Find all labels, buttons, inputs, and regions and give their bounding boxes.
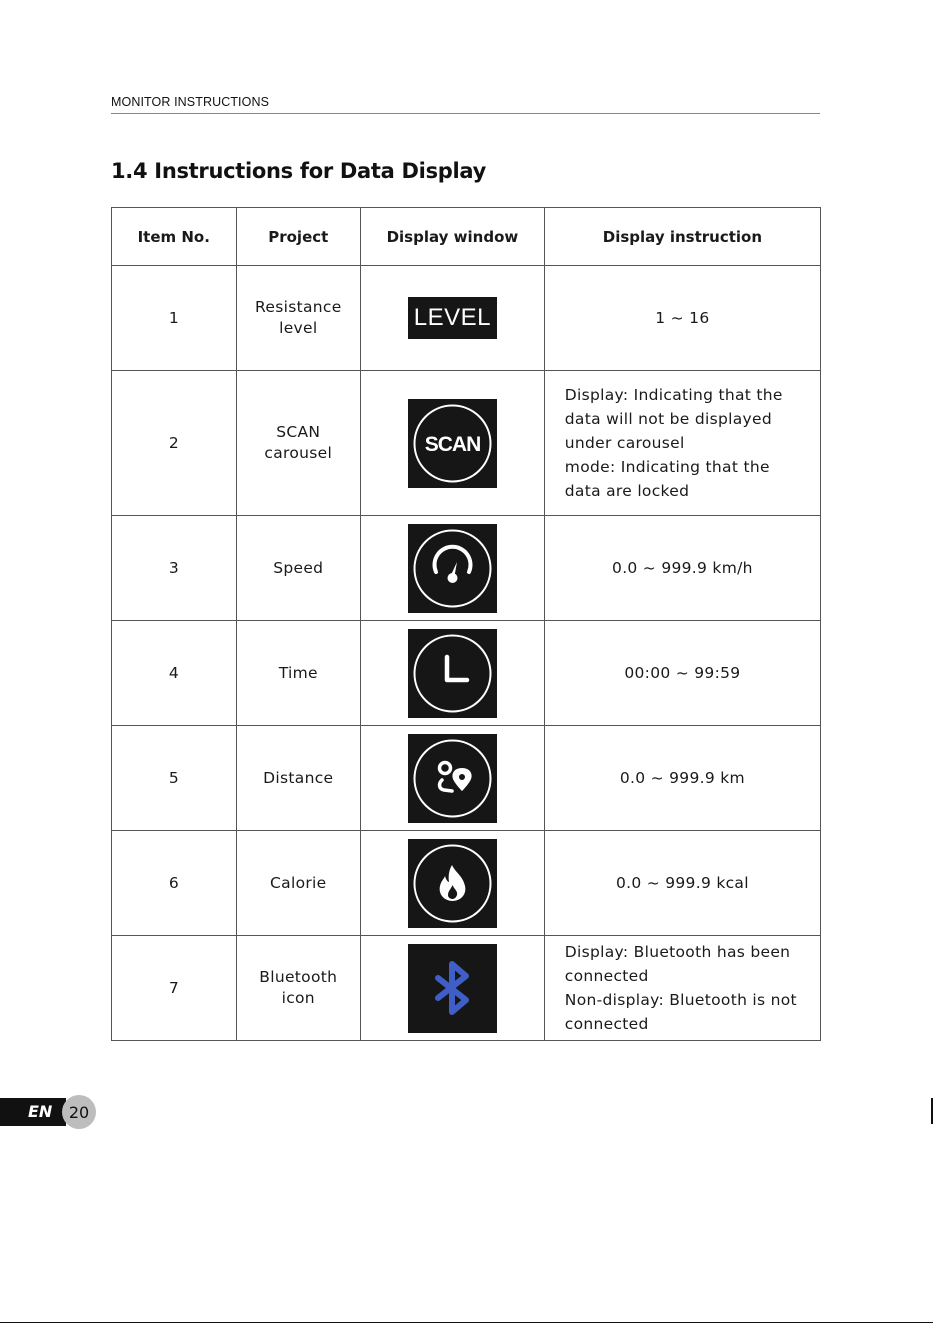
scan-icon <box>408 399 497 488</box>
project-line: carousel <box>264 444 333 462</box>
project-name <box>236 371 361 516</box>
project-line: Bluetooth <box>259 968 338 986</box>
instruction-line: under carousel <box>564 434 685 452</box>
header-label: MONITOR INSTRUCTIONS <box>111 95 270 109</box>
page-bottom-rule <box>0 1322 933 1323</box>
column-header-display-window: Display window <box>361 208 545 266</box>
clock-icon <box>408 629 497 718</box>
project-line: level <box>279 319 318 337</box>
instruction-line: mode: Indicating that the <box>564 458 770 476</box>
table-row <box>112 831 821 936</box>
page-number-badge: 20 <box>62 1095 96 1129</box>
display-instruction: 1 ~ 16 <box>544 266 820 371</box>
instruction-line: data are locked <box>564 482 690 500</box>
project-line: SCAN <box>276 423 321 441</box>
item-number: 6 <box>112 831 237 936</box>
project-name: Time <box>236 621 361 726</box>
display-window <box>361 936 545 1041</box>
item-number: 5 <box>112 726 237 831</box>
instruction-line: Display: Bluetooth has been <box>564 943 791 961</box>
table-row <box>112 936 821 1041</box>
table-row <box>112 516 821 621</box>
table-row <box>112 621 821 726</box>
display-window <box>361 516 545 621</box>
column-header-project: Project <box>236 208 361 266</box>
project-name <box>236 936 361 1041</box>
instruction-line: connected <box>564 967 649 985</box>
scan-icon-label: SCAN <box>424 432 481 456</box>
item-number: 2 <box>112 371 237 516</box>
table-header-row <box>112 208 821 266</box>
footer-language: EN <box>28 1102 53 1121</box>
section-title: 1.4 Instructions for Data Display <box>111 159 487 183</box>
project-name: Calorie <box>236 831 361 936</box>
display-instruction: 00:00 ~ 99:59 <box>544 621 820 726</box>
instruction-line: Display: Indicating that the <box>564 386 783 404</box>
header-divider <box>111 113 820 114</box>
display-instruction: 0.0 ~ 999.9 kcal <box>544 831 820 936</box>
display-window <box>361 621 545 726</box>
item-number: 7 <box>112 936 237 1041</box>
data-display-table <box>111 207 821 1041</box>
table-row <box>112 726 821 831</box>
table-row <box>112 266 821 371</box>
project-name: Speed <box>236 516 361 621</box>
display-instruction: 0.0 ~ 999.9 km/h <box>544 516 820 621</box>
display-window <box>361 831 545 936</box>
table-row <box>112 371 821 516</box>
flame-icon <box>408 839 497 928</box>
column-header-item-no: Item No. <box>112 208 237 266</box>
item-number: 1 <box>112 266 237 371</box>
instruction-line: Non-display: Bluetooth is not <box>564 991 797 1009</box>
display-instruction: 0.0 ~ 999.9 km <box>544 726 820 831</box>
item-number: 4 <box>112 621 237 726</box>
project-name: Distance <box>236 726 361 831</box>
location-pin-icon <box>408 734 497 823</box>
instruction-line: connected <box>564 1015 649 1033</box>
level-display: LEVEL <box>408 297 497 339</box>
display-instruction <box>544 371 820 516</box>
project-line: icon <box>281 989 315 1007</box>
project-line: Resistance <box>255 298 342 316</box>
display-window <box>361 726 545 831</box>
display-instruction <box>544 936 820 1041</box>
speedometer-icon <box>408 524 497 613</box>
column-header-display-instruction: Display instruction <box>544 208 820 266</box>
instruction-line: data will not be displayed <box>564 410 772 428</box>
display-window <box>361 371 545 516</box>
bluetooth-icon <box>408 944 497 1033</box>
display-window <box>361 266 545 371</box>
item-number: 3 <box>112 516 237 621</box>
project-name <box>236 266 361 371</box>
